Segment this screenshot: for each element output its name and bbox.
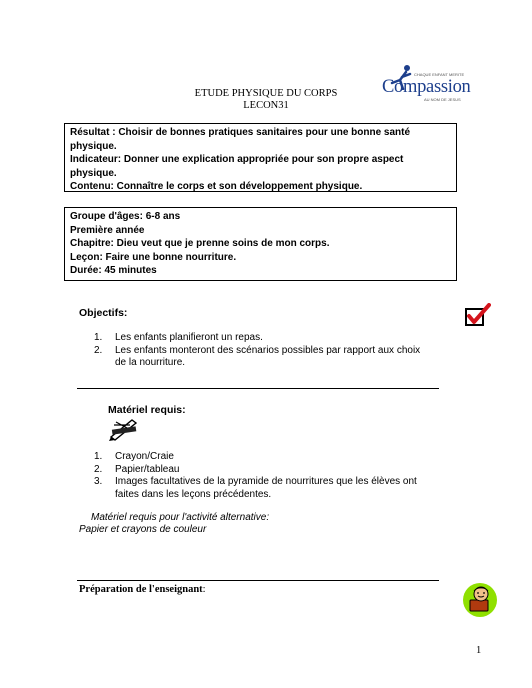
list-number: 1. [94,332,103,343]
list-item [94,345,454,370]
pencil-crayon-icon [108,417,138,446]
list-item [94,464,464,477]
list-text: Papier/tableau [115,463,180,475]
outcome-line: Résultat : Choisir de bonnes pratiques sanitaires pour une bonne santé [70,127,411,138]
lesson-number: LECON31 [243,100,289,111]
objectives-heading: Objectifs: [79,307,128,319]
outcome-line: physique. [70,140,117,152]
list-item [94,451,464,464]
list-text-cont: faites dans les leçons précédentes. [115,488,272,500]
duration: Durée: 45 minutes [70,265,157,276]
list-number: 3. [94,476,103,487]
alt-materials-text: Papier et crayons de couleur [79,524,207,535]
list-item [94,332,454,345]
chapter: Chapitre: Dieu veut que je prenne soins de mon corps. [70,238,330,249]
lesson-info-box [64,207,457,281]
teacher-icon [462,582,498,623]
indicator-line: physique. [70,167,117,179]
logo-tagline: AU NOM DE JESUS [424,97,461,102]
compassion-logo [380,64,476,106]
age-group: Groupe d'âges: 6-8 ans [70,211,181,222]
indicator-line: Indicateur: Donner une explication appropriée pour son propre aspect [70,154,404,165]
materials-list [94,451,464,501]
list-text: Les enfants monteront des scénarios possibles par rapport aux choix [115,344,421,356]
list-text: Images facultatives de la pyramide de nourritures que les élèves ont [115,476,417,487]
logo-brand: Compassion [382,77,471,97]
list-item [94,476,464,501]
alt-materials-heading: Matériel requis pour l'activité alternative: [91,512,270,523]
objectives-list [94,332,454,370]
list-number: 2. [94,463,103,475]
checkbox-check-icon [465,303,491,332]
preparation-colon: : [202,584,206,595]
list-text-cont: de la nourriture. [115,357,186,368]
grade: Première année [70,224,145,236]
divider [77,580,439,581]
content-line: Contenu: Connaître le corps et son développement physique. [70,181,363,192]
outcome-box [64,123,457,192]
materials-heading: Matériel requis: [108,404,186,416]
lesson: Leçon: Faire une bonne nourriture. [70,251,237,263]
list-text: Crayon/Craie [115,451,174,462]
preparation-label: Préparation de l'enseignant [79,584,203,595]
list-number: 1. [94,451,103,462]
page-number: 1 [476,645,482,656]
list-text: Les enfants planifieront un repas. [115,332,263,343]
document-title: ETUDE PHYSIQUE DU CORPS [194,88,338,99]
teacher-preparation [79,584,206,595]
list-number: 2. [94,344,103,356]
logo-small-text: CHAQUE ENFANT MERITE [414,72,465,77]
divider [77,388,439,389]
